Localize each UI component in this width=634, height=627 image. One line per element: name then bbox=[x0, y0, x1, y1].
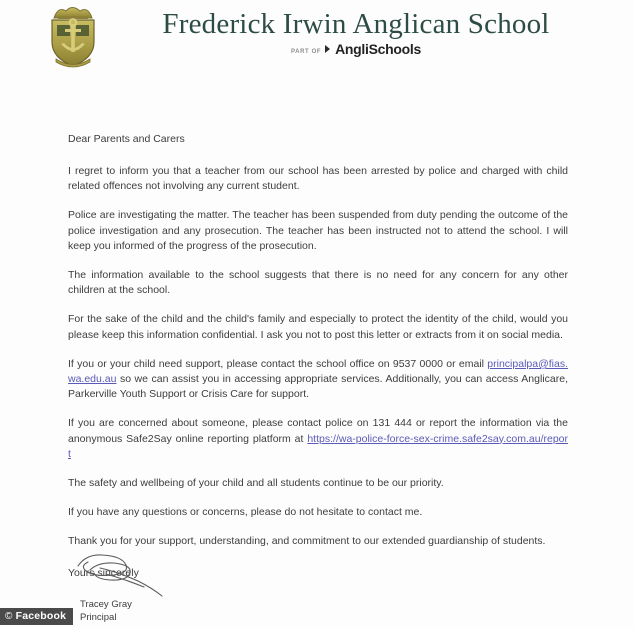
paragraph-confidentiality: For the sake of the child and the child's family and especially to protect the identity of the child, would you please keep this information confidential. I ask you not to post this letter or extracts from it on social media. bbox=[68, 313, 568, 341]
signature-block bbox=[68, 548, 328, 624]
valediction: Yours sincerely bbox=[68, 566, 139, 579]
paragraph-support bbox=[68, 357, 568, 403]
paragraph-questions: If you have any questions or concerns, please do not hesitate to contact me. bbox=[68, 506, 423, 519]
signer-title: Principal bbox=[80, 612, 117, 623]
paragraph-no-concern: The information available to the school suggests that there is no need for any concern for any other children at the school. bbox=[68, 269, 568, 297]
support-text-after: so we can assist you in accessing appropriate services. Additionally, you can access Anglicare, Parkerville Youth Support or Crisis Care for support. bbox=[68, 373, 568, 401]
support-text-before: If you or your child need support, please contact the school office on 9537 0000 or email bbox=[68, 357, 488, 370]
facebook-watermark bbox=[0, 608, 73, 625]
paragraph-investigation: Police are investigating the matter. The teacher has been suspended from duty pending the outcome of the police investigation and any prosecution. The teacher has been instructed not to attend the school. I will keep you informed of the progress of the prosecution. bbox=[68, 209, 568, 252]
school-crest-icon bbox=[38, 2, 108, 70]
letterhead bbox=[0, 0, 634, 78]
paragraph-thanks: Thank you for your support, understanding, and commitment to our extended guardianship of students. bbox=[68, 535, 546, 548]
copyright-icon: © bbox=[5, 611, 13, 622]
report-text-before: If you are concerned about someone, please contact police on 131 444 or report the information via the anonymous Safe2Say online reporting platform at bbox=[68, 417, 568, 445]
letter-body bbox=[68, 132, 568, 581]
letterhead-text bbox=[146, 8, 566, 57]
safe2say-report-link[interactable]: https://wa-police-force-sex-crime.safe2say.com.au/report bbox=[68, 432, 568, 460]
school-name: Frederick Irwin Anglican School bbox=[162, 8, 550, 40]
salutation: Dear Parents and Carers bbox=[68, 133, 185, 145]
anglischools-name: AngliSchools bbox=[335, 41, 421, 57]
school-email-link[interactable]: principalpa@fias.wa.edu.au bbox=[68, 357, 568, 386]
watermark-source: Facebook bbox=[15, 610, 67, 622]
handwritten-signature-icon bbox=[70, 548, 240, 598]
anglischools-lockup bbox=[146, 41, 566, 57]
paragraph-report bbox=[68, 416, 568, 462]
anglischools-mark-icon bbox=[325, 44, 331, 55]
part-of-label: PART OF bbox=[291, 49, 322, 55]
paragraph-safety: The safety and wellbeing of your child and all students continue to be our priority. bbox=[68, 477, 444, 490]
paragraph-arrest: I regret to inform you that a teacher from our school has been arrested by police and charged with child related offences not involving any current student. bbox=[68, 165, 568, 193]
signer-name: Tracey Gray bbox=[80, 599, 132, 610]
